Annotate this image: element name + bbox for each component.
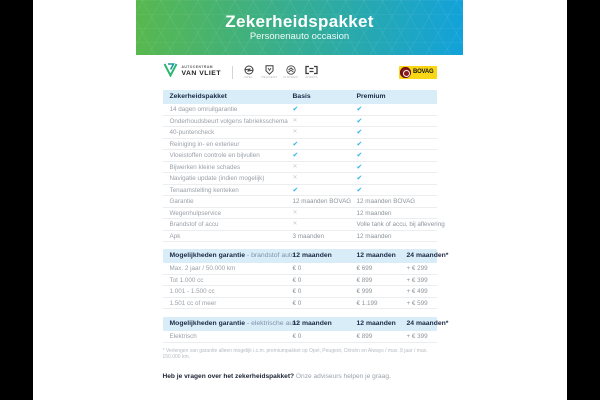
table-header-label — [170, 317, 299, 331]
table-row — [163, 173, 437, 185]
check-icon: ✔ — [356, 106, 363, 113]
check-icon: ✔ — [356, 163, 363, 171]
package-comparison-table — [163, 90, 445, 242]
footnote: * Verlengen van garantie alleen mogelijk i.c.m. premiumpakket op Opel, Peugeot, Citroën en Aiways / max. 8 jaar / max. 150.000 km. — [162, 347, 428, 360]
check-icon: ✔ — [356, 186, 363, 194]
check-icon: ✔ — [356, 117, 363, 125]
column-header: 12 maanden — [356, 252, 396, 259]
row-label: Navigatie update (indien mogelijk) — [169, 175, 265, 182]
table-row — [163, 162, 437, 174]
column-header: Premium — [356, 93, 386, 100]
table-row — [163, 208, 437, 220]
brand-caption: PEUGEOT — [261, 75, 278, 79]
table-cell: € 1.199 — [356, 299, 378, 307]
brand-caption: AIWAYS — [305, 75, 318, 79]
cross-icon: ✕ — [292, 163, 298, 170]
row-label: 40-puntencheck — [169, 129, 215, 136]
table-header-title: Mogelijkheden garantie — [169, 320, 246, 327]
row-label: Bijwerken kleine schades — [169, 163, 241, 171]
column-header: 12 maanden — [292, 320, 332, 327]
cta-question: Heb je vragen over het zekerheidspakket? — [162, 372, 295, 380]
aiways-logo-icon — [305, 65, 318, 79]
table-row — [163, 298, 437, 310]
table-row — [163, 331, 437, 343]
hero-banner — [136, 0, 463, 55]
column-header: 24 maanden* — [406, 320, 449, 327]
cross-icon: ✕ — [292, 129, 298, 135]
table-header-label — [170, 249, 295, 263]
row-label: Apk — [169, 232, 181, 240]
check-icon: ✔ — [292, 106, 299, 113]
fuel-warranty-table — [163, 249, 449, 309]
column-header: 12 maanden — [292, 252, 332, 259]
table-cell: + € 599 — [406, 299, 428, 307]
table-row — [163, 127, 437, 139]
row-label: Wegenhulpservice — [169, 209, 222, 217]
column-header: 24 maanden* — [406, 252, 449, 259]
table-header-suffix: - brandstof auto — [245, 252, 295, 259]
table-cell: + € 399 — [406, 276, 428, 284]
table-header-row — [163, 90, 437, 104]
table-cell: € 899 — [356, 333, 373, 340]
table-row — [163, 263, 437, 275]
row-label: 1.501 cc of meer — [169, 299, 217, 307]
logo-row — [163, 60, 437, 84]
brand-logos — [242, 65, 318, 79]
table-row — [163, 116, 437, 128]
table-row — [163, 185, 437, 197]
check-icon: ✔ — [356, 175, 363, 182]
row-label: Garantie — [169, 198, 194, 205]
check-icon: ✔ — [356, 140, 363, 148]
column-header: 12 maanden — [356, 320, 396, 327]
brand-caption: OPEL — [244, 75, 253, 79]
table-row — [163, 139, 437, 151]
dealer-name-bottom: VAN VLIET — [181, 69, 221, 77]
peugeot-logo-icon — [263, 65, 276, 79]
table-cell: Volle tank of accu, bij aflevering — [356, 221, 445, 228]
table-row — [163, 231, 437, 243]
row-label: Vloeistoffen controle en bijvullen — [169, 152, 260, 159]
table-cell: 12 maanden — [356, 232, 392, 240]
dealer-name-top: AUTOCENTRUM — [181, 65, 213, 70]
document-content — [136, 0, 463, 380]
table-cell: + € 399 — [406, 333, 428, 340]
table-cell: € 999 — [356, 288, 373, 295]
row-label: Onderhoudsbeurt volgens fabrieksschema — [169, 117, 288, 125]
check-icon: ✔ — [292, 152, 299, 159]
row-label: Max. 2 jaar / 50.000 km — [169, 265, 236, 272]
table-header-title: Mogelijkheden garantie — [169, 252, 246, 259]
row-label: 1.001 - 1.500 cc — [169, 288, 215, 295]
van-vliet-v-icon — [163, 63, 178, 82]
check-icon: ✔ — [292, 186, 299, 194]
table-row — [163, 104, 437, 116]
cross-icon: ✕ — [292, 175, 298, 181]
table-cell: 12 maanden BOVAG — [356, 198, 416, 205]
cross-icon: ✕ — [292, 209, 298, 216]
table-row — [163, 219, 445, 231]
table-header-row — [163, 317, 449, 331]
table-row — [163, 275, 437, 287]
table-cell: € 0 — [292, 276, 302, 284]
bovag-label: BOVAG — [412, 69, 434, 75]
table-cell: € 0 — [292, 265, 302, 272]
check-icon: ✔ — [292, 140, 299, 148]
table-cell: € 0 — [292, 299, 302, 307]
cross-icon: ✕ — [292, 221, 298, 227]
page-title: Zekerheidspakket — [225, 12, 374, 31]
table-header-label: Zekerheidspakket — [169, 93, 227, 100]
row-label: Elektrisch — [169, 333, 197, 340]
table-cell: 12 maanden BOVAG — [292, 198, 352, 205]
row-label: Reiniging in- en exterieur — [169, 140, 240, 148]
check-icon: ✔ — [356, 129, 363, 136]
electric-warranty-table — [163, 317, 449, 343]
cta-answer: Onze adviseurs helpen je graag. — [294, 372, 391, 380]
table-row — [163, 286, 437, 298]
table-cell: + € 299 — [406, 265, 428, 272]
logo-divider — [232, 66, 233, 79]
cta-line — [163, 373, 437, 380]
table-cell: € 0 — [292, 288, 302, 295]
opel-logo-icon — [242, 65, 255, 79]
table-row — [163, 150, 437, 162]
check-icon: ✔ — [356, 152, 363, 159]
table-cell: + € 499 — [406, 288, 428, 295]
table-cell: € 699 — [356, 265, 373, 272]
page-subtitle: Personenauto occasion — [249, 31, 350, 42]
table-cell: 12 maanden — [356, 209, 392, 217]
bovag-seal-icon — [400, 67, 411, 78]
row-label: Tot 1.000 cc — [169, 276, 204, 284]
row-label: Brandstof of accu — [169, 221, 219, 228]
table-cell: € 899 — [356, 276, 373, 284]
brand-caption: CITROËN — [283, 75, 298, 79]
dealer-logo — [163, 63, 222, 82]
table-header-suffix: - elektrische auto — [245, 320, 299, 327]
row-label: Tenaamstelling kenteken — [169, 186, 239, 194]
table-header-row — [163, 249, 449, 263]
column-header: Basis — [292, 93, 311, 100]
document-page — [33, 0, 567, 400]
row-label: 14 dagen omruilgarantie — [169, 106, 238, 113]
bovag-logo — [399, 66, 437, 79]
table-cell: 3 maanden — [292, 232, 325, 240]
citroen-logo-icon — [284, 65, 297, 79]
cross-icon: ✕ — [292, 117, 298, 124]
table-row — [163, 196, 437, 208]
table-cell: € 0 — [292, 333, 302, 340]
